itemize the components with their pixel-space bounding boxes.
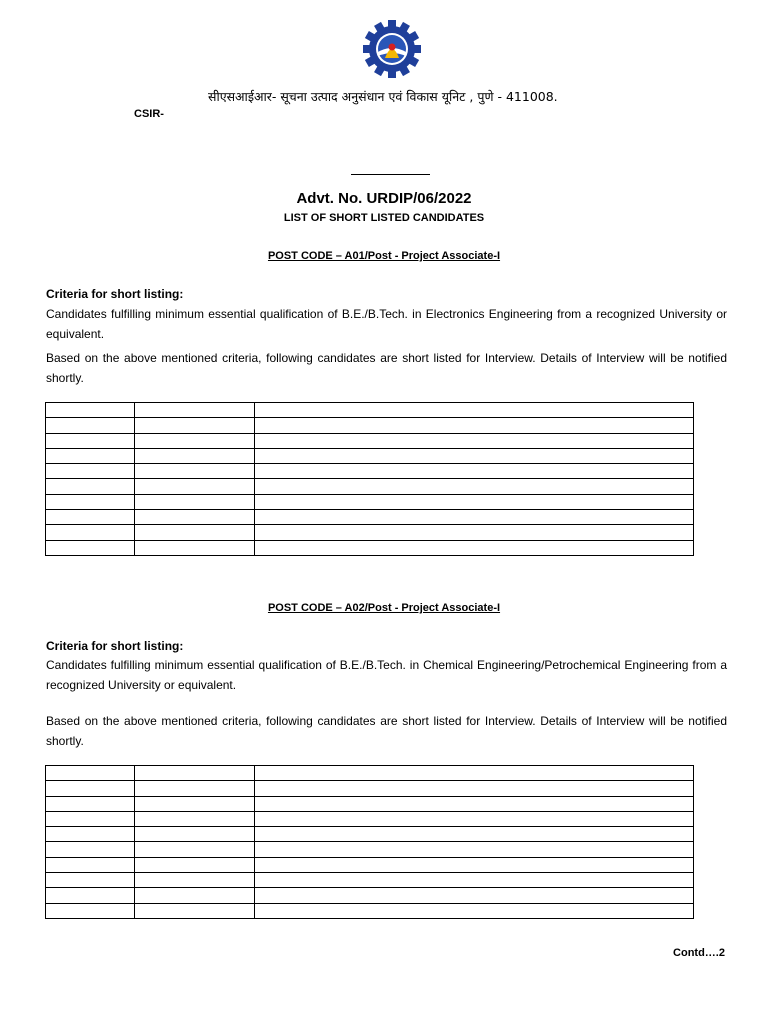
table-cell — [46, 781, 135, 796]
candidate-table-a01 — [45, 402, 694, 556]
table-cell — [135, 510, 254, 525]
table-cell — [135, 873, 254, 888]
table-cell — [135, 766, 254, 781]
table-cell — [254, 418, 693, 433]
table-cell — [135, 418, 254, 433]
table-cell — [46, 857, 135, 872]
table-row — [46, 448, 694, 463]
shortlist-text: Based on the above mentioned criteria, following candidates are short listed for Interview. Details of Interview will be notified shortly. — [46, 351, 727, 385]
table-cell — [46, 525, 135, 540]
header-divider — [351, 174, 430, 175]
table-cell — [135, 811, 254, 826]
table-cell — [254, 540, 693, 555]
table-cell — [135, 479, 254, 494]
table-cell — [254, 525, 693, 540]
table-cell — [46, 888, 135, 903]
table-row — [46, 525, 694, 540]
post-code-a02: POST CODE – A02/Post - Project Associate-I — [267, 602, 501, 614]
table-cell — [135, 796, 254, 811]
table-row — [46, 510, 694, 525]
table-row — [46, 494, 694, 509]
table-row — [46, 827, 694, 842]
table-cell — [135, 403, 254, 418]
table-row — [46, 479, 694, 494]
table-cell — [135, 903, 254, 918]
table-row — [46, 811, 694, 826]
table-cell — [135, 448, 254, 463]
table-cell — [135, 494, 254, 509]
organization-name-hindi: सीएसआईआर- सूचना उत्पाद अनुसंधान एवं विकास यूनिट , पुणे - 411008. — [208, 89, 558, 104]
table-cell — [254, 903, 693, 918]
table-cell — [254, 873, 693, 888]
shortlist-text: Based on the above mentioned criteria, following candidates are short listed for Interview. Details of Interview will be notified shortly. — [46, 714, 727, 748]
table-cell — [135, 827, 254, 842]
table-cell — [254, 842, 693, 857]
table-cell — [46, 842, 135, 857]
table-cell — [254, 479, 693, 494]
table-cell — [46, 811, 135, 826]
table-row — [46, 403, 694, 418]
table-cell — [254, 510, 693, 525]
table-cell — [254, 827, 693, 842]
table-row — [46, 796, 694, 811]
table-row — [46, 433, 694, 448]
table-row — [46, 873, 694, 888]
table-row — [46, 464, 694, 479]
csir-logo-icon — [361, 18, 423, 80]
table-cell — [254, 494, 693, 509]
table-cell — [254, 448, 693, 463]
table-cell — [46, 903, 135, 918]
table-cell — [46, 448, 135, 463]
table-cell — [135, 433, 254, 448]
table-cell — [135, 857, 254, 872]
table-cell — [135, 781, 254, 796]
document-title: LIST OF SHORT LISTED CANDIDATES — [283, 212, 485, 224]
table-cell — [135, 888, 254, 903]
table-cell — [254, 857, 693, 872]
table-cell — [46, 510, 135, 525]
table-row — [46, 418, 694, 433]
table-cell — [254, 464, 693, 479]
table-row — [46, 540, 694, 555]
table-row — [46, 903, 694, 918]
criteria-text: Candidates fulfilling minimum essential qualification of B.E./B.Tech. in Electronics Engineering from a recognized University or equivalent. — [46, 307, 727, 341]
advertisement-number: Advt. No. URDIP/06/2022 — [296, 190, 472, 207]
table-cell — [46, 540, 135, 555]
continued-marker: Contd….2 — [673, 947, 725, 959]
criteria-text: Candidates fulfilling minimum essential qualification of B.E./B.Tech. in Chemical Engineering/Petrochemical Engineering from a recognized University or equivalent. — [46, 658, 727, 692]
table-cell — [46, 479, 135, 494]
criteria-heading: Criteria for short listing: — [46, 287, 184, 301]
table-cell — [254, 433, 693, 448]
table-cell — [254, 403, 693, 418]
table-row — [46, 857, 694, 872]
table-row — [46, 766, 694, 781]
table-cell — [135, 842, 254, 857]
candidate-table-a02 — [45, 765, 694, 919]
table-cell — [254, 781, 693, 796]
table-cell — [46, 464, 135, 479]
table-cell — [254, 888, 693, 903]
table-cell — [46, 766, 135, 781]
criteria-heading: Criteria for short listing: — [46, 639, 184, 653]
table-row — [46, 888, 694, 903]
table-cell — [46, 418, 135, 433]
table-cell — [135, 540, 254, 555]
table-cell — [46, 827, 135, 842]
table-cell — [254, 766, 693, 781]
table-cell — [254, 796, 693, 811]
table-cell — [46, 494, 135, 509]
table-cell — [254, 811, 693, 826]
table-row — [46, 842, 694, 857]
table-cell — [46, 403, 135, 418]
organization-name-english: CSIR- — [134, 108, 164, 120]
table-row — [46, 781, 694, 796]
table-cell — [135, 464, 254, 479]
table-cell — [46, 796, 135, 811]
table-cell — [135, 525, 254, 540]
table-cell — [46, 433, 135, 448]
post-code-a01: POST CODE – A01/Post - Project Associate-I — [267, 250, 501, 262]
table-cell — [46, 873, 135, 888]
